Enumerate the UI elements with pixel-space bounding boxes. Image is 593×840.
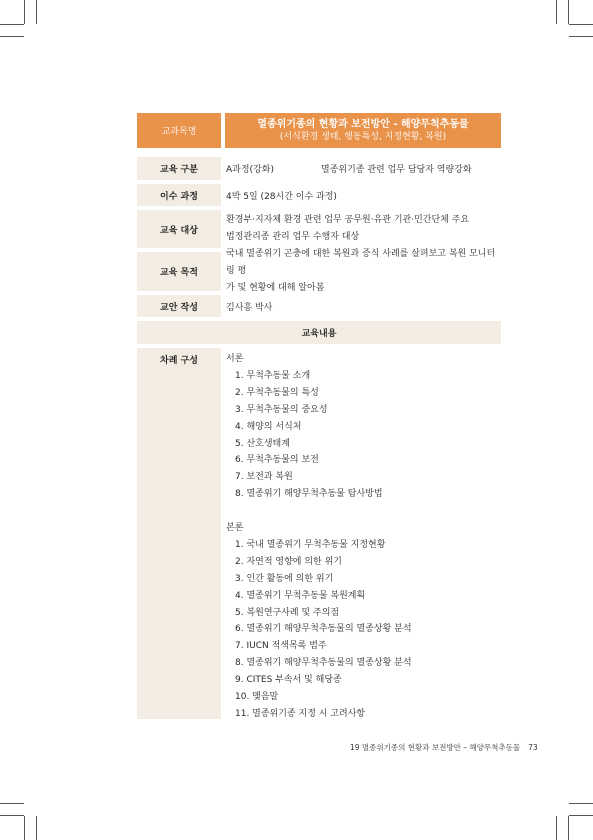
list-item: 5. 산호생태계	[235, 438, 290, 449]
target-line-2: 법정관리종 관리 업무 수행자 대상	[226, 232, 360, 242]
list-item: 1. 무척추동물 소개	[235, 370, 311, 381]
crop-mark	[24, 0, 25, 24]
course-table	[137, 113, 501, 723]
course-type-value	[221, 157, 501, 180]
body-heading: 본론	[226, 523, 244, 534]
list-item: 6. 멸종위기 해양무척추동물의 멸종상황 분석	[235, 624, 412, 635]
list-item: 11. 멸종위기종 지정 시 고려사항	[235, 709, 366, 720]
list-item: 8. 멸종위기 해양무척추동물 탐사방법	[235, 489, 383, 500]
duration-label: 이수 과정	[137, 184, 221, 206]
target-label: 교육 대상	[137, 210, 221, 248]
list-item: 5. 복원연구사례 및 주의점	[235, 607, 340, 618]
crop-mark	[36, 0, 37, 24]
crop-mark	[568, 816, 569, 840]
duration-value: 4박 5일 (28시간 이수 과정)	[226, 191, 337, 202]
list-item: 9. CITES 부속서 및 해당종	[235, 675, 342, 686]
page-number: 73	[528, 743, 538, 752]
crop-mark	[568, 0, 569, 24]
target-row	[137, 210, 501, 248]
course-type-row	[137, 157, 501, 180]
crop-mark	[0, 803, 24, 804]
purpose-line-1: 국내 멸종위기 곤충에 대한 복원과 증식 사례를 살펴보고 복원 모니터링 평	[226, 249, 496, 276]
course-title-label: 교과목명	[137, 113, 221, 148]
purpose-line-2: 가 및 현황에 대해 알아봄	[226, 283, 325, 293]
course-title-sub: (서식환경 생태, 행동특성, 지정현황, 복원)	[279, 132, 447, 142]
course-type-level: A과정(강화)	[226, 165, 274, 175]
spacer	[226, 503, 412, 520]
course-type-label: 교육 구분	[137, 157, 221, 180]
purpose-label: 교육 목적	[137, 252, 221, 291]
crop-mark	[556, 0, 557, 24]
intro-heading: 서론	[226, 354, 244, 364]
course-title-main: 멸종위기종의 현황과 보전방안 - 해양무척추동물	[257, 119, 469, 130]
list-item: 2. 자연적 영향에 의한 위기	[235, 556, 342, 567]
list-item: 2. 무척추동물의 특성	[235, 387, 319, 398]
list-item: 4. 해양의 서식처	[235, 421, 302, 432]
author-row	[137, 295, 501, 317]
purpose-value	[221, 249, 501, 293]
author-value: 김사흥 박사	[226, 302, 273, 313]
list-item: 1. 국내 멸종위기 무척추동물 지정현황	[235, 539, 386, 550]
crop-mark	[0, 24, 24, 25]
list-item: 6. 무척추동물의 보전	[235, 455, 319, 466]
section-title: 교육내용	[137, 321, 501, 344]
course-title-row	[137, 113, 501, 148]
list-item: 7. IUCN 적색목록 범주	[235, 641, 327, 652]
crop-mark	[569, 36, 593, 37]
crop-mark	[0, 815, 24, 816]
duration-row	[137, 184, 501, 206]
contents-row	[137, 348, 501, 719]
target-value	[221, 210, 501, 248]
crop-mark	[36, 816, 37, 840]
crop-mark	[0, 36, 24, 37]
list-item: 7. 보전과 복원	[235, 472, 293, 483]
crop-mark	[569, 803, 593, 804]
footer-title: 19 멸종위기종의 현황과 보전방안 – 해양무척추동물	[350, 743, 521, 752]
list-item: 3. 무척추동물의 중요성	[235, 404, 328, 415]
list-item: 10. 맺음말	[235, 692, 279, 703]
crop-mark	[556, 816, 557, 840]
target-line-1: 환경부·지자체 환경 관련 업무 공무원·유관 기관·민간단체 주요	[226, 215, 470, 225]
page-footer	[350, 742, 538, 753]
contents-list	[221, 348, 412, 719]
course-title	[225, 113, 501, 148]
list-item: 4. 멸종위기 무척추동물 복원계획	[235, 590, 366, 601]
author-label: 교안 작성	[137, 295, 221, 317]
contents-label: 차례 구성	[137, 348, 221, 719]
crop-mark	[569, 815, 593, 816]
crop-mark	[569, 24, 593, 25]
crop-mark	[24, 816, 25, 840]
purpose-row	[137, 249, 501, 293]
list-item: 3. 인간 활동에 의한 위기	[235, 573, 334, 584]
course-type-desc: 멸종위기종 관련 업무 담당자 역량강화	[321, 165, 472, 175]
list-item: 8. 멸종위기 해양무척추동물의 멸종상황 분석	[235, 658, 412, 669]
